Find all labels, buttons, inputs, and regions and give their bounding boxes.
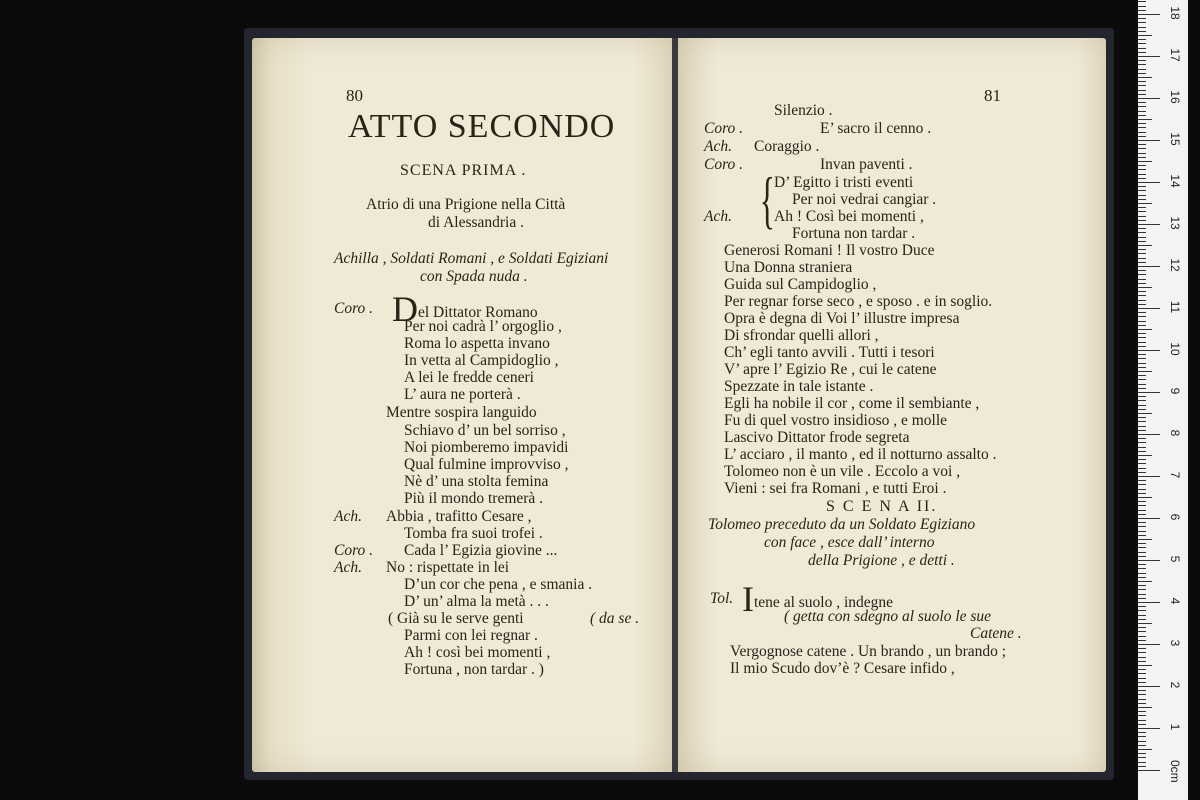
ruler-tick — [1138, 510, 1146, 511]
ruler-tick — [1138, 522, 1146, 523]
setting-line: di Alessandria . — [428, 214, 524, 231]
ruler-tick — [1138, 736, 1146, 737]
ruler-number: 14 — [1168, 174, 1182, 188]
ruler-number: 13 — [1168, 216, 1182, 230]
ruler-tick — [1138, 732, 1146, 733]
ruler-tick — [1138, 329, 1152, 330]
ruler-tick — [1138, 1, 1146, 2]
ruler-number: 9 — [1168, 387, 1182, 395]
ruler-tick — [1138, 480, 1146, 481]
verse-line: D’ un’ alma la metà . . . — [404, 593, 549, 610]
ruler-tick — [1138, 136, 1146, 137]
ruler-tick — [1138, 245, 1152, 246]
ruler-tick — [1138, 220, 1146, 221]
ruler-tick — [1138, 623, 1152, 624]
verse-line: Ah ! così bei momenti , — [404, 644, 551, 661]
ruler-tick — [1138, 94, 1146, 95]
ruler-tick — [1138, 400, 1146, 401]
ruler-tick — [1138, 552, 1146, 553]
ruler-tick — [1138, 224, 1160, 225]
ruler-tick — [1138, 627, 1146, 628]
ruler-tick — [1138, 585, 1146, 586]
ruler-tick — [1138, 652, 1146, 653]
ruler-number: 6 — [1168, 513, 1182, 521]
ruler-tick — [1138, 720, 1146, 721]
ruler-tick — [1138, 392, 1160, 393]
ruler-tick — [1138, 312, 1146, 313]
ruler-tick — [1138, 253, 1146, 254]
ruler-tick — [1138, 111, 1146, 112]
verse-text: tene al suolo , indegne — [754, 594, 894, 611]
ruler-tick — [1138, 77, 1152, 78]
ruler-tick — [1138, 274, 1146, 275]
ruler-tick — [1138, 308, 1160, 309]
ruler-tick — [1138, 153, 1146, 154]
ruler-tick — [1138, 27, 1146, 28]
verse-line: Coraggio . — [754, 138, 820, 155]
measurement-ruler — [1138, 0, 1188, 800]
ruler-tick — [1138, 266, 1160, 267]
drop-cap: D — [392, 289, 418, 329]
ruler-tick — [1138, 463, 1146, 464]
ruler-tick — [1138, 258, 1146, 259]
ruler-tick — [1138, 48, 1146, 49]
verse-line: E’ sacro il cenno . — [820, 120, 932, 137]
ruler-tick — [1138, 237, 1146, 238]
ruler-tick — [1138, 18, 1146, 19]
ruler-tick — [1138, 749, 1152, 750]
ruler-tick — [1138, 497, 1152, 498]
ruler-tick — [1138, 106, 1146, 107]
ruler-tick — [1138, 144, 1146, 145]
ruler-tick — [1138, 384, 1146, 385]
ruler-tick — [1138, 132, 1146, 133]
right-page — [678, 38, 1106, 772]
ruler-tick — [1138, 762, 1146, 763]
ruler-number: 11 — [1168, 300, 1182, 314]
ruler-tick — [1138, 207, 1146, 208]
ruler-tick — [1138, 174, 1146, 175]
ruler-tick — [1138, 316, 1146, 317]
ruler-number: 0cm — [1168, 760, 1182, 783]
verse-line: Parmi con lei regnar . — [404, 627, 538, 644]
ruler-tick — [1138, 707, 1152, 708]
drop-cap: I — [742, 579, 754, 619]
ruler-tick — [1138, 157, 1146, 158]
speech-line: Ch’ egli tanto avvili . Tutti i tesori — [724, 344, 935, 361]
ruler-tick — [1138, 321, 1146, 322]
verse-line: Schiavo d’ un bel sorriso , — [404, 422, 566, 439]
ruler-tick — [1138, 165, 1146, 166]
ruler-tick — [1138, 531, 1146, 532]
ruler-tick — [1138, 148, 1146, 149]
ruler-tick — [1138, 98, 1160, 99]
ruler-tick — [1138, 169, 1146, 170]
speech-line: Fu di quel vostro insidioso , e molle — [724, 412, 948, 429]
stage-direction: ( getta con sdegno al suolo le sue — [784, 608, 992, 625]
ruler-tick — [1138, 434, 1160, 435]
ruler-tick — [1138, 232, 1146, 233]
ruler-tick — [1138, 589, 1146, 590]
verse-line: Mentre sospira languido — [386, 404, 537, 421]
verse-line: Fortuna non tardar . — [792, 225, 916, 242]
speaker-label: Coro . — [334, 300, 374, 317]
ruler-number: 1 — [1168, 723, 1182, 731]
ruler-number: 16 — [1168, 90, 1182, 104]
ruler-tick — [1138, 673, 1146, 674]
verse-line: Nè d’ una stolta femina — [404, 473, 549, 490]
ruler-tick — [1138, 333, 1146, 334]
verse-line: Per noi vedrai cangiar . — [792, 191, 937, 208]
ruler-tick — [1138, 90, 1146, 91]
verse-line: Vergognose catene . Un brando , un brando ; — [730, 643, 1007, 660]
ruler-tick — [1138, 699, 1146, 700]
book — [244, 28, 1114, 780]
speech-line: V’ apre l’ Egizio Re , cui le catene — [724, 361, 937, 378]
ruler-tick — [1138, 489, 1146, 490]
ruler-tick — [1138, 161, 1152, 162]
ruler-number: 3 — [1168, 639, 1182, 647]
ruler-tick — [1138, 682, 1146, 683]
ruler-tick — [1138, 367, 1146, 368]
ruler-tick — [1138, 283, 1146, 284]
ruler-tick — [1138, 715, 1146, 716]
ruler-tick — [1138, 581, 1152, 582]
ruler-tick — [1138, 703, 1146, 704]
ruler-tick — [1138, 648, 1146, 649]
ruler-tick — [1138, 686, 1160, 687]
page-number-right: 81 — [984, 86, 1001, 105]
ruler-tick — [1138, 388, 1146, 389]
ruler-tick — [1138, 577, 1146, 578]
ruler-tick — [1138, 64, 1146, 65]
ruler-tick — [1138, 455, 1152, 456]
speaker-label: Ach. — [334, 508, 362, 525]
ruler-tick — [1138, 6, 1146, 7]
ruler-tick — [1138, 291, 1146, 292]
ruler-tick — [1138, 60, 1146, 61]
ruler-tick — [1138, 178, 1146, 179]
characters-line: con Spada nuda . — [420, 268, 528, 285]
speech-line: Per regnar forse seco , e sposo . e in soglio. — [724, 293, 993, 310]
ruler-tick — [1138, 10, 1146, 11]
ruler-tick — [1138, 421, 1146, 422]
verse-line: Invan paventi . — [820, 156, 913, 173]
ruler-tick — [1138, 337, 1146, 338]
ruler-tick — [1138, 127, 1146, 128]
page-number-left: 80 — [346, 86, 363, 105]
verse-line: Noi piomberemo impavidi — [404, 439, 569, 456]
verse-line: Tomba fra suoi trofei . — [404, 525, 543, 542]
ruler-tick — [1138, 573, 1146, 574]
ruler-tick — [1138, 518, 1160, 519]
ruler-tick — [1138, 619, 1146, 620]
ruler-tick — [1138, 354, 1146, 355]
speech-line: Lascivo Dittator frode segreta — [724, 429, 910, 446]
verse-line: Il mio Scudo dov’è ? Cesare infido , — [730, 660, 955, 677]
ruler-tick — [1138, 216, 1146, 217]
ruler-number: 10 — [1168, 342, 1182, 356]
stage-direction: Catene . — [970, 625, 1022, 642]
verse-text: el Dittator Romano — [418, 304, 538, 321]
ruler-tick — [1138, 295, 1146, 296]
ruler-tick — [1138, 757, 1146, 758]
verse-line: ( Già su le serve genti — [388, 610, 524, 627]
ruler-tick — [1138, 451, 1146, 452]
ruler-tick — [1138, 484, 1146, 485]
ruler-tick — [1138, 262, 1146, 263]
ruler-tick — [1138, 657, 1146, 658]
scene-title: SCENA PRIMA . — [400, 162, 527, 179]
ruler-tick — [1138, 325, 1146, 326]
verse-line: Silenzio . — [774, 102, 833, 119]
ruler-tick — [1138, 493, 1146, 494]
verse-line: Qual fulmine improvviso , — [404, 456, 569, 473]
ruler-tick — [1138, 31, 1146, 32]
ruler-number: 15 — [1168, 132, 1182, 146]
speech-line: Vieni : sei fra Romani , e tutti Eroi . — [724, 480, 947, 497]
speaker-label: Coro . — [334, 542, 374, 559]
ruler-tick — [1138, 606, 1146, 607]
ruler-tick — [1138, 203, 1152, 204]
verse-line: Più il mondo tremerà . — [404, 490, 544, 507]
ruler-number: 12 — [1168, 258, 1182, 272]
ruler-tick — [1138, 405, 1146, 406]
ruler-tick — [1138, 476, 1160, 477]
ruler-tick — [1138, 602, 1160, 603]
ruler-number: 4 — [1168, 597, 1182, 605]
verse-line: No : rispettate in lei — [386, 559, 510, 576]
speech-line: Opra è degna di Voi l’ illustre impresa — [724, 310, 960, 327]
ruler-tick — [1138, 350, 1160, 351]
stage-aside: ( da se . — [590, 610, 640, 627]
ruler-tick — [1138, 119, 1152, 120]
ruler-tick — [1138, 375, 1146, 376]
ruler-tick — [1138, 228, 1146, 229]
ruler-tick — [1138, 468, 1146, 469]
ruler-tick — [1138, 56, 1160, 57]
ruler-tick — [1138, 636, 1146, 637]
ruler-tick — [1138, 43, 1146, 44]
stage-direction: Tolomeo preceduto da un Soldato Egiziano — [708, 516, 976, 533]
ruler-tick — [1138, 447, 1146, 448]
ruler-tick — [1138, 514, 1146, 515]
ruler-tick — [1138, 14, 1160, 15]
verse-line: D’un cor che pena , e smania . — [404, 576, 593, 593]
ruler-number: 7 — [1168, 471, 1182, 479]
ruler-tick — [1138, 115, 1146, 116]
act-title: ATTO SECONDO — [348, 108, 616, 145]
ruler-tick — [1138, 640, 1146, 641]
ruler-tick — [1138, 547, 1146, 548]
ruler-number: 5 — [1168, 555, 1182, 563]
ruler-number: 18 — [1168, 6, 1182, 20]
speech-line: L’ acciaro , il manto , ed il notturno assalto . — [724, 446, 997, 463]
ruler-tick — [1138, 745, 1146, 746]
ruler-tick — [1138, 39, 1146, 40]
ruler-tick — [1138, 741, 1146, 742]
ruler-tick — [1138, 594, 1146, 595]
ruler-tick — [1138, 526, 1146, 527]
ruler-tick — [1138, 535, 1146, 536]
ruler-number: 17 — [1168, 48, 1182, 62]
ruler-tick — [1138, 665, 1152, 666]
ruler-tick — [1138, 505, 1146, 506]
ruler-tick — [1138, 770, 1160, 771]
speaker-label: Coro . — [704, 156, 744, 173]
verse-line: L’ aura ne porterà . — [404, 386, 521, 403]
speaker-label: Ach. — [334, 559, 362, 576]
ruler-tick — [1138, 753, 1146, 754]
verse-line: Ah ! Così bei momenti , — [774, 208, 924, 225]
ruler-tick — [1138, 363, 1146, 364]
ruler-tick — [1138, 766, 1146, 767]
ruler-tick — [1138, 669, 1146, 670]
ruler-tick — [1138, 195, 1146, 196]
ruler-tick — [1138, 413, 1152, 414]
ruler-tick — [1138, 543, 1146, 544]
ruler-tick — [1138, 304, 1146, 305]
ruler-tick — [1138, 85, 1146, 86]
ruler-tick — [1138, 472, 1146, 473]
ruler-tick — [1138, 371, 1152, 372]
ruler-tick — [1138, 270, 1146, 271]
speaker-label: Tol. — [710, 590, 734, 607]
ruler-tick — [1138, 598, 1146, 599]
ruler-tick — [1138, 52, 1146, 53]
verse-line: In vetta al Campidoglio , — [404, 352, 559, 369]
ruler-tick — [1138, 249, 1146, 250]
ruler-tick — [1138, 644, 1160, 645]
ruler-tick — [1138, 35, 1152, 36]
speaker-label: Coro . — [704, 120, 744, 137]
speaker-label: Ach. — [704, 138, 732, 155]
ruler-tick — [1138, 694, 1146, 695]
ruler-tick — [1138, 396, 1146, 397]
scene-two-title: S C E N A II. — [826, 498, 938, 515]
ruler-tick — [1138, 560, 1160, 561]
speaker-label: Ach. — [704, 208, 732, 225]
ruler-tick — [1138, 501, 1146, 502]
ruler-tick — [1138, 279, 1146, 280]
ruler-tick — [1138, 190, 1146, 191]
ruler-tick — [1138, 102, 1146, 103]
ruler-tick — [1138, 342, 1146, 343]
verse-line: Cada l’ Egizia giovine ... — [404, 542, 558, 559]
ruler-tick — [1138, 724, 1146, 725]
verse-line: A lei le fredde ceneri — [404, 369, 534, 386]
ruler-tick — [1138, 661, 1146, 662]
ruler-tick — [1138, 186, 1146, 187]
stage-direction: con face , esce dall’ interno — [764, 534, 935, 551]
speech-line: Generosi Romani ! Il vostro Duce — [724, 242, 935, 259]
ruler-tick — [1138, 379, 1146, 380]
ruler-tick — [1138, 564, 1146, 565]
ruler-tick — [1138, 690, 1146, 691]
left-page — [252, 38, 674, 772]
speech-line: Di sfrondar quelli allori , — [724, 327, 879, 344]
ruler-tick — [1138, 22, 1146, 23]
ruler-tick — [1138, 199, 1146, 200]
ruler-tick — [1138, 211, 1146, 212]
ruler-tick — [1138, 287, 1152, 288]
verse-line: D’ Egitto i tristi eventi — [774, 174, 914, 191]
ruler-tick — [1138, 728, 1160, 729]
setting-line: Atrio di una Prigione nella Città — [366, 196, 566, 213]
ruler-tick — [1138, 631, 1146, 632]
speech-line: Una Donna straniera — [724, 259, 853, 276]
ruler-tick — [1138, 426, 1146, 427]
stage-direction: della Prigione , e detti . — [808, 552, 955, 569]
ruler-tick — [1138, 438, 1146, 439]
ruler-tick — [1138, 81, 1146, 82]
verse-line: Fortuna , non tardar . ) — [404, 661, 544, 678]
ruler-tick — [1138, 69, 1146, 70]
ruler-tick — [1138, 409, 1146, 410]
ruler-tick — [1138, 346, 1146, 347]
characters-line: Achilla , Soldati Romani , e Soldati Egiziani — [334, 250, 609, 267]
verse-line: Abbia , trafitto Cesare , — [386, 508, 532, 525]
speech-line: Guida sul Campidoglio , — [724, 276, 877, 293]
ruler-tick — [1138, 430, 1146, 431]
ruler-tick — [1138, 442, 1146, 443]
ruler-tick — [1138, 711, 1146, 712]
ruler-number: 2 — [1168, 681, 1182, 689]
ruler-tick — [1138, 615, 1146, 616]
ruler-tick — [1138, 241, 1146, 242]
brace-mark: { — [759, 164, 776, 235]
verse-line: Roma lo aspetta invano — [404, 335, 550, 352]
verse-line: Per noi cadrà l’ orgoglio , — [404, 318, 562, 335]
ruler-tick — [1138, 417, 1146, 418]
ruler-number: 8 — [1168, 429, 1182, 437]
ruler-tick — [1138, 358, 1146, 359]
speech-line: Egli ha nobile il cor , come il sembiante , — [724, 395, 980, 412]
ruler-tick — [1138, 610, 1146, 611]
ruler-tick — [1138, 182, 1160, 183]
speech-line: Tolomeo non è un vile . Eccolo a voi , — [724, 463, 961, 480]
ruler-tick — [1138, 73, 1146, 74]
ruler-tick — [1138, 459, 1146, 460]
ruler-tick — [1138, 539, 1152, 540]
ruler-tick — [1138, 123, 1146, 124]
ruler-tick — [1138, 678, 1146, 679]
ruler-tick — [1138, 300, 1146, 301]
speech-line: Spezzate in tale istante . — [724, 378, 874, 395]
ruler-tick — [1138, 140, 1160, 141]
ruler-tick — [1138, 556, 1146, 557]
ruler-tick — [1138, 568, 1146, 569]
